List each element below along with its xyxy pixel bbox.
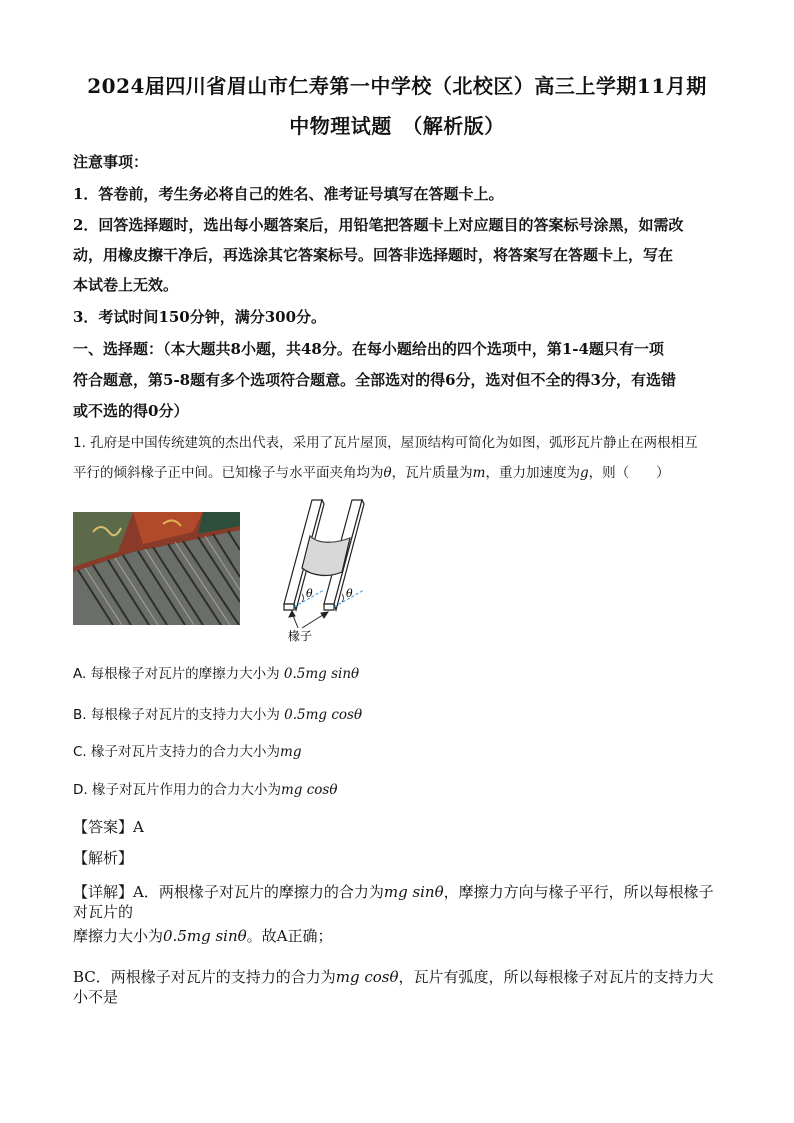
notice-item-2-line-1: 2．回答选择题时，选出每小题答案后，用铅笔把答题卡上对应题目的答案标号涂黑，如需改 [73, 216, 684, 234]
angle-label-left: θ [306, 587, 313, 600]
notice-item-1: 1．答卷前，考生务必将自己的姓名、准考证号填写在答题卡上。 [73, 185, 504, 203]
angle-label-right: θ [346, 587, 353, 600]
detail-line-1: 【详解】A．两根椽子对瓦片的摩擦力的合力为mg sinθ，摩擦力方向与椽子平行，所以每根椽子对瓦片的 [73, 883, 714, 921]
notice-heading: 注意事项： [73, 153, 149, 171]
detail-line-3: BC．两根椽子对瓦片的支持力的合力为mg cosθ，瓦片有弧度，所以每根椽子对瓦片的支持力大小不是 [73, 968, 714, 1006]
roof-photo [73, 512, 240, 625]
detail-line-2: 摩擦力大小为0.5mg sinθ。故A正确； [73, 927, 333, 945]
notice-item-3: 3．考试时间150分钟，满分300分。 [73, 308, 327, 326]
section-intro-line-1: 一、选择题：（本大题共8小题，共48分。在每小题给出的四个选项中，第1-4题只有一项 [73, 340, 664, 358]
question-1-stem-line-2: 平行的倾斜椽子正中间。已知椽子与水平面夹角均为θ，瓦片质量为m，重力加速度为g，则（ ） [73, 465, 670, 481]
answer: 【答案】A [73, 818, 144, 836]
notice-item-2-line-3: 本试卷上无效。 [73, 276, 179, 294]
question-1-stem-line-1: 1. 孔府是中国传统建筑的杰出代表，采用了瓦片屋顶，屋顶结构可简化为如图，弧形瓦片静止在两根相互 [73, 435, 698, 451]
rafter-diagram [276, 494, 386, 644]
rafter-label: 椽子 [288, 629, 313, 643]
option-a: A. 每根椽子对瓦片的摩擦力大小为 0.5mg sinθ [73, 666, 360, 682]
option-d: D. 椽子对瓦片作用力的合力大小为mg cosθ [73, 782, 338, 798]
section-intro-line-3: 或不选的得0分） [73, 402, 189, 420]
section-intro-line-2: 符合题意，第5-8题有多个选项符合题意。全部选对的得6分，选对但不全的得3分，有选错 [73, 371, 676, 389]
option-b: B. 每根椽子对瓦片的支持力大小为 0.5mg cosθ [73, 707, 363, 723]
notice-item-2-line-2: 动，用橡皮擦干净后，再选涂其它答案标号。回答非选择题时，将答案写在答题卡上，写在 [73, 246, 674, 264]
title-line-2: 中物理试题 （解析版） [289, 114, 505, 138]
option-c: C. 椽子对瓦片支持力的合力大小为mg [73, 744, 302, 760]
title-line-1: 2024届四川省眉山市仁寿第一中学校（北校区）高三上学期11月期 [87, 74, 707, 98]
analysis-heading: 【解析】 [73, 849, 134, 867]
